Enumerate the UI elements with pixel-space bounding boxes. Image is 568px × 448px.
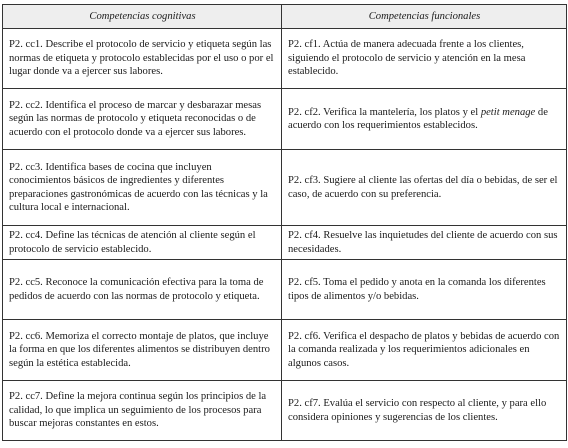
table-row [3,226,567,260]
competency-code: P2. cc1. [9,39,43,51]
functional-cell [282,29,567,89]
competency-code: P2. cf3. [288,175,321,187]
competency-code: P2. cf2. [288,106,321,118]
competency-text: Define las técnicas de atención al cliente según el protocolo de servicio establecido. [9,230,256,255]
competency-code: P2. cc7. [9,391,43,403]
competency-text: Verifica el despacho de platos y bebidas de acuerdo con la comanda realizada y los requerimientos adicionales en algunos casos. [288,330,560,369]
competency-text: Identifica el proceso de marcar y desbarazar mesas según las normas de protocolo y etiqueta reconocidas o de acuerdo con el protocolo donde va a ejercer sus labores. [9,99,262,138]
competency-text: Evalúa el servicio con respecto al cliente, y para ello considera opiniones y sugerencias de los clientes. [288,398,547,423]
competency-code: P2. cc2. [9,99,43,111]
cognitive-cell [3,226,282,260]
competency-text: Toma el pedido y anota en la comanda los diferentes tipos de alimentos y/o bebidas. [288,277,546,302]
competency-text: Resuelve las inquietudes del cliente de acuerdo con sus necesidades. [288,230,558,255]
cognitive-cell [3,89,282,150]
functional-cell [282,150,567,226]
competency-code: P2. cf7. [288,398,321,410]
functional-cell [282,226,567,260]
competency-code: P2. cf5. [288,277,321,289]
competency-code: P2. cc3. [9,161,43,173]
competency-code: P2. cf6. [288,330,321,342]
competency-text: Define la mejora continua según los principios de la calidad, lo que implica un seguimiento de los procesos para buscar mejoras constantes en estos. [9,391,267,430]
competency-text-post: de acuerdo con los requerimientos establecidos. [288,106,548,131]
cognitive-cell [3,381,282,441]
competency-code: P2. cf4. [288,230,321,242]
competency-text-italic: petit menage [480,106,536,118]
competency-text: Sugiere al cliente las ofertas del día o bebidas, de ser el caso, de acuerdo con su preferencia. [288,175,558,200]
table-row [3,29,567,89]
competency-text-pre: Verifica la mantelería, los platos y el [323,106,481,118]
competency-text: Actúa de manera adecuada frente a los clientes, siguiendo el protocolo de servicio y atención en la mesa establecido. [288,39,526,78]
cognitive-cell [3,150,282,226]
competency-text: Identifica bases de cocina que incluyen conocimientos básicos de ingredientes y diferentes preparaciones gastronómicas de acuerdo con las técnicas y la cultura local e internacional. [9,161,268,213]
competency-text: Memoriza el correcto montaje de platos, que incluye la forma en que los diferentes alimentos se distribuyen dentro según la estética establecida. [9,330,270,369]
competency-code: P2. cc4. [9,230,43,242]
functional-cell [282,89,567,150]
header-row [3,5,567,29]
table-row [3,150,567,226]
table-row [3,381,567,441]
header-functional: Competencias funcionales [282,5,567,29]
competency-code: P2. cf1. [288,39,321,51]
cognitive-cell [3,260,282,320]
cognitive-cell [3,29,282,89]
functional-cell [282,260,567,320]
table-row [3,320,567,381]
competencies-table [2,4,567,441]
functional-cell [282,381,567,441]
functional-cell [282,320,567,381]
table-row [3,89,567,150]
header-cognitive: Competencias cognitivas [3,5,282,29]
cognitive-cell [3,320,282,381]
competency-text: Reconoce la comunicación efectiva para la toma de pedidos de acuerdo con las normas de protocolo y etiqueta. [9,277,264,302]
competency-code: P2. cc6. [9,330,43,342]
table-row [3,260,567,320]
competency-text: Describe el protocolo de servicio y etiqueta según las normas de etiqueta y protocolo establecidas por el uso o por el lugar donde va a ejercer sus labores. [9,39,274,78]
competency-code: P2. cc5. [9,277,43,289]
